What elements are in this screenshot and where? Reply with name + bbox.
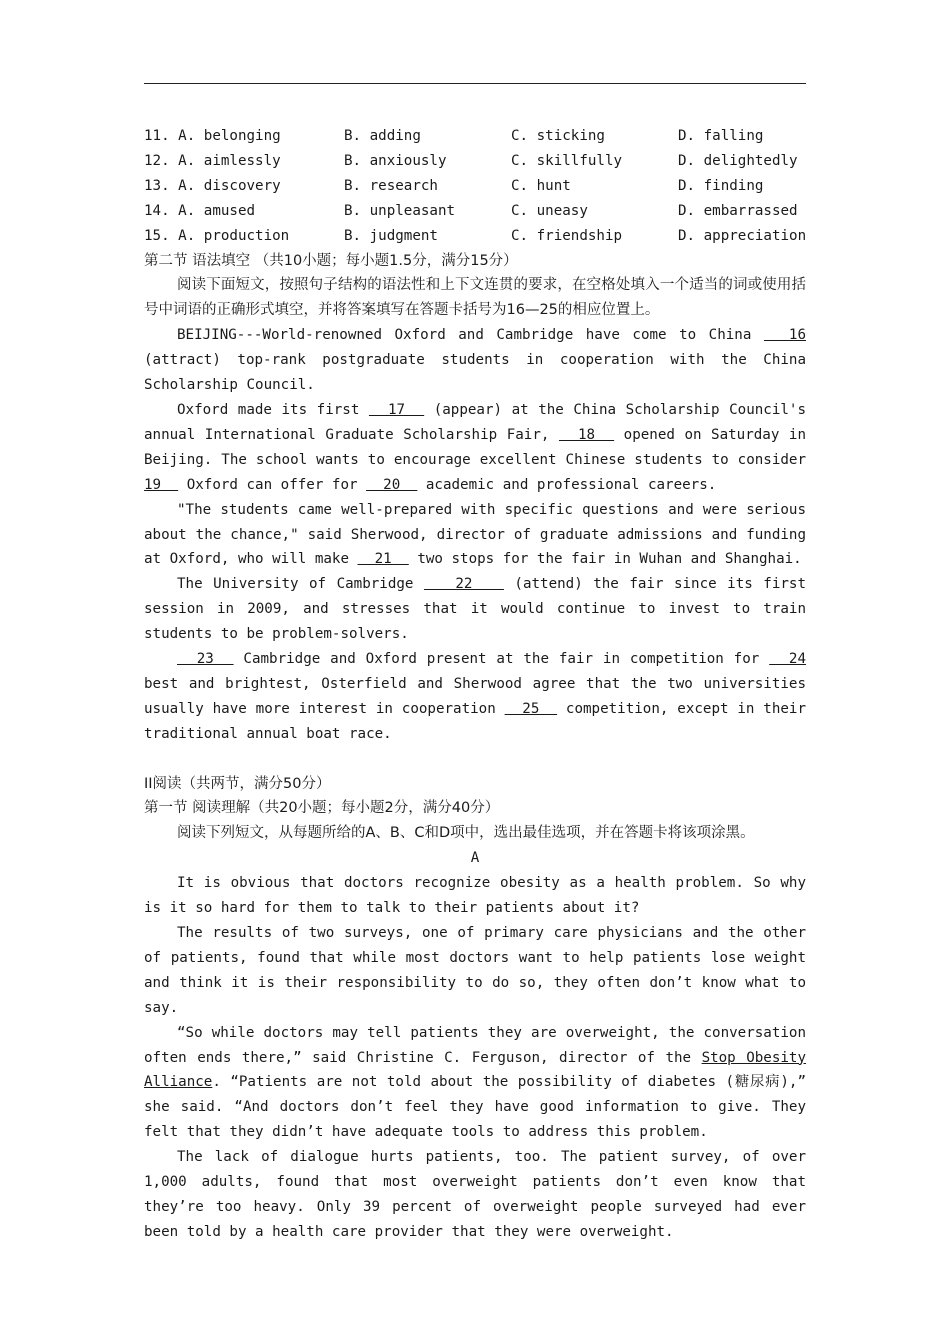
blank-25[interactable]: 25 bbox=[504, 700, 558, 717]
grammar-paragraph-1: BEIJING---World-renowned Oxford and Cambridge have come to China 16 (attract) top-rank postgraduate students in cooperation with the China Scholarship Council. bbox=[144, 327, 806, 394]
option-row-14 bbox=[144, 199, 806, 224]
option-d: D. appreciation bbox=[678, 227, 807, 244]
section2-heading: 第二节 语法填空 （共10小题；每小题1.5分，满分15分） bbox=[144, 252, 518, 269]
option-b: B. adding bbox=[344, 128, 421, 144]
part2-subheading: 第一节 阅读理解（共20小题；每小题2分，满分40分） bbox=[144, 800, 500, 817]
blank-24[interactable]: 24 bbox=[769, 651, 807, 668]
reading-paragraph-4: The lack of dialogue hurts patients, too. The patient survey, of over 1,000 adults, found that most overweight patients don’t even know that they’re too heavy. Only 39 percent of overweight people surveyed had ever been told by a health care provider that they were overweight. bbox=[144, 1149, 806, 1240]
option-row-13 bbox=[144, 174, 806, 199]
option-a: 14. A. amused bbox=[144, 202, 256, 219]
option-c: C. friendship bbox=[511, 227, 623, 244]
passage-label: A bbox=[470, 850, 480, 867]
option-row-12 bbox=[144, 149, 806, 174]
blank-20[interactable]: 20 bbox=[366, 476, 418, 493]
option-c: C. hunt bbox=[511, 177, 571, 194]
section2-instruction: 阅读下面短文，按照句子结构的语法性和上下文连贯的要求，在空格处填入一个适当的词或使用括号中词语的正确形式填空，并将答案填写在答题卡括号为16—25的相应位置上。 bbox=[144, 277, 806, 319]
option-c: C. sticking bbox=[511, 128, 605, 144]
part2-heading: II阅读（共两节，满分50分） bbox=[144, 775, 331, 792]
blank-21[interactable]: 21 bbox=[357, 551, 409, 568]
option-d: D. embarrassed bbox=[678, 202, 798, 219]
grammar-paragraph-4: The University of Cambridge 22 (attend) the fair since its first session in 2009, and stresses that it would continue to invest to train students to be problem-solvers. bbox=[144, 576, 806, 643]
grammar-paragraph-2: Oxford made its first 17 (appear) at the China Scholarship Council's annual International Graduate Scholarship Fair, 18 opened on Saturday in Beijing. The school wants to encourage excellent Chinese students to consider 19 Oxford can offer for 20 academic and professional careers. bbox=[144, 401, 807, 493]
reading-paragraph-1: It is obvious that doctors recognize obesity as a health problem. So why is it so hard for them to talk to their patients about it? bbox=[144, 875, 806, 917]
option-a: 15. A. production bbox=[144, 227, 290, 244]
option-a: 13. A. discovery bbox=[144, 177, 281, 194]
grammar-paragraph-5: 23 Cambridge and Oxford present at the fair in competition for 24 best and brightest, Osterfield and Sherwood agree that the two universities usually have more interest in cooperation 25 competition, except in their traditional annual boat race. bbox=[144, 651, 807, 742]
blank-16[interactable]: 16 bbox=[763, 327, 806, 344]
stop-obesity-alliance-link[interactable]: Stop Obesity Alliance bbox=[144, 1049, 807, 1091]
reading-paragraph-3: “So while doctors may tell patients they are overweight, the conversation often ends there,” said Christine C. Ferguson, director of the Stop Obesity Alliance. “Patients are not told about the possibility of diabetes (糖尿病),” she said. “And doctors don’t feel they have good information to give. They felt that they didn’t have adequate tools to address this problem. bbox=[144, 1024, 807, 1141]
option-b: B. unpleasant bbox=[344, 202, 456, 219]
reading-paragraph-2: The results of two surveys, one of primary care physicians and the other of patients, found that while most doctors want to help patients lose weight and think it is their responsibility to do so, they often don’t know what to say. bbox=[144, 924, 806, 1016]
option-row-15 bbox=[144, 224, 806, 249]
blank-18[interactable]: 18 bbox=[558, 426, 615, 443]
blank-22[interactable]: 22 bbox=[423, 576, 504, 593]
part2-instruction: 阅读下列短文，从每题所给的A、B、C和D项中，选出最佳选项，并在答题卡将该项涂黑。 bbox=[177, 825, 755, 842]
blank-17[interactable]: 17 bbox=[368, 401, 425, 418]
option-b: B. research bbox=[344, 177, 438, 194]
grammar-paragraph-3: "The students came well-prepared with specific questions and were serious about the chance," said Sherwood, director of graduate admissions and funding at Oxford, who will make 21 two stops for the fair in Wuhan and Shanghai. bbox=[144, 501, 806, 568]
option-b: B. judgment bbox=[344, 227, 438, 244]
header-rule bbox=[144, 83, 806, 84]
option-d: D. falling bbox=[678, 128, 764, 144]
option-a: 12. A. aimlessly bbox=[144, 152, 281, 169]
spacer bbox=[144, 747, 806, 772]
option-a: 11. A. belonging bbox=[144, 128, 281, 144]
options-block bbox=[144, 124, 806, 249]
document-body bbox=[144, 124, 806, 1245]
option-row-11 bbox=[144, 124, 806, 149]
option-c: C. skillfully bbox=[511, 152, 623, 169]
option-b: B. anxiously bbox=[344, 152, 447, 169]
option-d: D. delightedly bbox=[678, 152, 798, 169]
option-d: D. finding bbox=[678, 177, 764, 194]
blank-19[interactable]: 19 bbox=[144, 476, 179, 493]
option-c: C. uneasy bbox=[511, 202, 588, 219]
blank-23[interactable]: 23 bbox=[177, 651, 234, 668]
